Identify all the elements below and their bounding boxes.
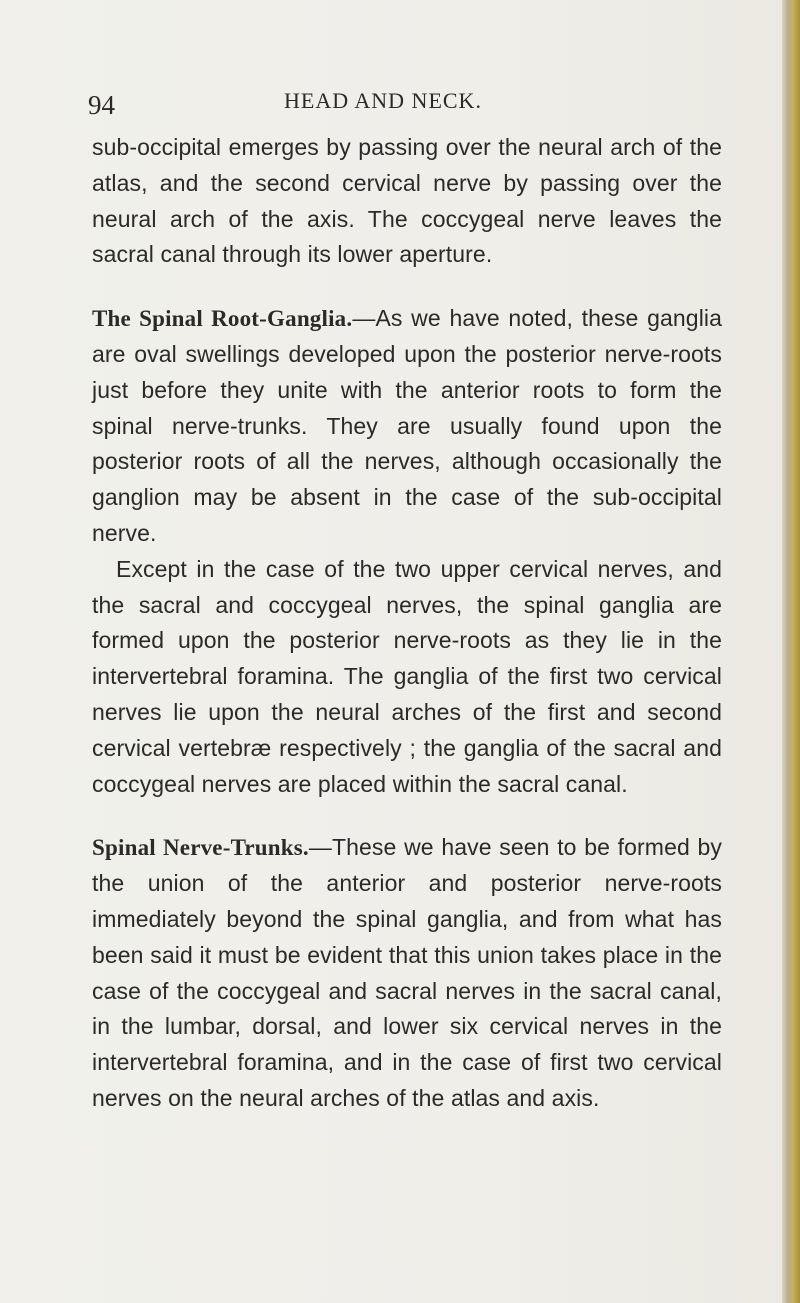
- section-gap: [92, 273, 722, 301]
- page-number: 94: [88, 90, 115, 120]
- paragraph-ganglia-location: [92, 552, 722, 803]
- paragraph-text: —These we have seen to be formed by the union of the anterior and posterior nerve-roots immediately beyond the spinal ganglia, and from what has been said it must be evident that this union takes place in the case of the coccygeal and sacral nerves in the sacral canal, in the lumbar, dorsal, and lower six cervical nerves in the intervertebral foramina, and in the case of first two cervical nerves on the neural arches of the atlas and axis.: [92, 834, 722, 1111]
- paragraph-text: Except in the case of the two upper cervical nerves, and the sacral and coccygeal nerves, the spinal ganglia are formed upon the posterior nerve-roots as they lie in the intervertebral foramina. The ganglia of the first two cervical nerves lie upon the neural arches of the first and second cervical vertebræ respectively ; the ganglia of the sacral and coccygeal nerves are placed within the sacral canal.: [92, 555, 722, 797]
- paragraph-nerve-trunks: [92, 830, 722, 1116]
- paragraph-intro: [92, 130, 722, 273]
- page-edge: [782, 0, 800, 1303]
- paragraph-text: —As we have noted, these ganglia are oval swellings developed upon the posterior nerve-roots just before they unite with the anterior roots to form the spinal nerve-trunks. They are usually found upon the posterior roots of all the nerves, although occasionally the ganglion may be absent in the case of the sub-occipital nerve.: [92, 305, 723, 546]
- page-header: [88, 88, 728, 124]
- section-heading: Spinal Nerve-Trunks.: [92, 835, 309, 861]
- running-head: HEAD AND NECK.: [284, 88, 482, 113]
- paragraph-root-ganglia: [92, 301, 722, 552]
- section-gap: [92, 802, 722, 830]
- section-heading: The Spinal Root-Ganglia.: [92, 306, 353, 332]
- paragraph-text: sub-occipital emerges by passing over the neural arch of the atlas, and the second cervical nerve by passing over the neural arch of the axis. The coccygeal nerve leaves the sacral canal through its lower aperture.: [92, 134, 722, 268]
- body-text: [92, 130, 722, 1117]
